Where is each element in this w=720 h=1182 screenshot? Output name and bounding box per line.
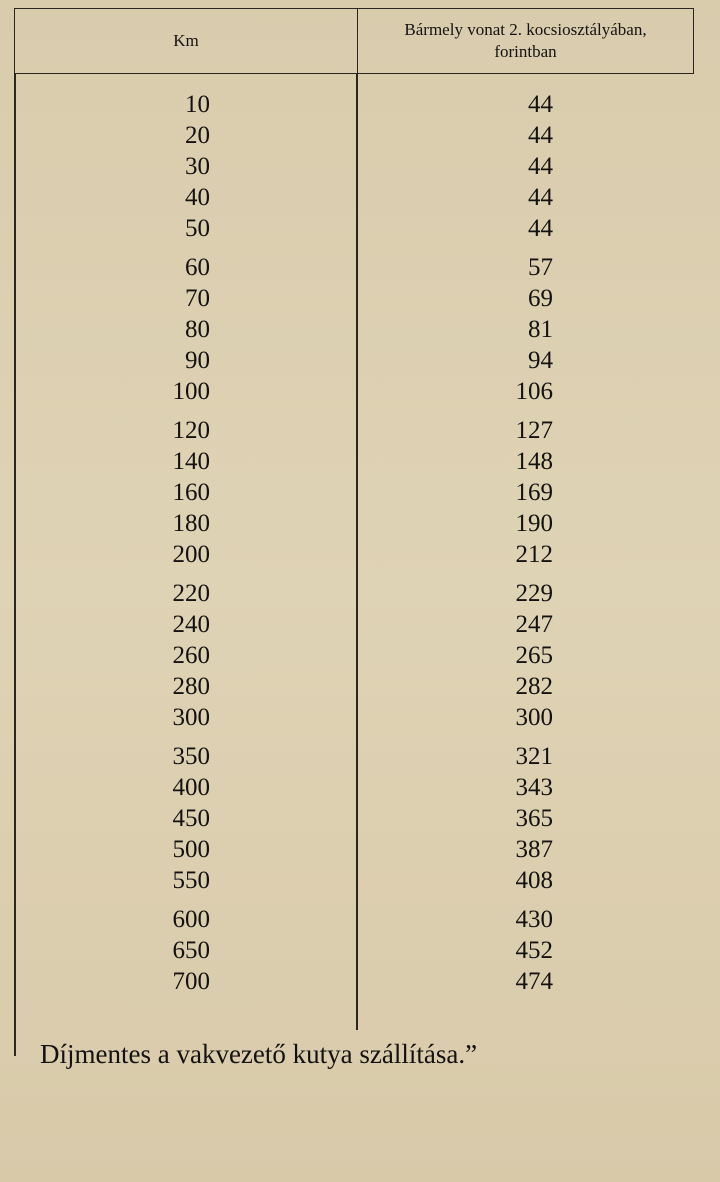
price-cell: 69 [528,285,553,312]
table-row [0,609,720,641]
km-column-header: Km [15,9,358,73]
km-cell: 500 [172,836,210,863]
km-cell: 20 [185,122,210,149]
km-cell: 600 [172,906,210,933]
price-cell: 247 [515,611,553,638]
table-row [0,578,720,610]
table-row [0,120,720,152]
km-cell: 350 [172,743,210,770]
price-cell: 44 [528,122,553,149]
table-row [0,772,720,804]
km-cell: 300 [172,704,210,731]
table-row [0,415,720,447]
km-cell: 80 [185,316,210,343]
km-cell: 400 [172,774,210,801]
km-cell: 120 [172,417,210,444]
table-row [0,904,720,936]
price-cell: 57 [528,254,553,281]
table-row [0,935,720,967]
table-row [0,252,720,284]
table-row [0,640,720,672]
km-cell: 280 [172,673,210,700]
km-cell: 10 [185,91,210,118]
price-cell: 343 [515,774,553,801]
price-header-line-2: forintban [494,42,557,61]
km-cell: 700 [172,968,210,995]
table-row [0,213,720,245]
table-row [0,834,720,866]
price-cell: 365 [515,805,553,832]
table-row [0,539,720,571]
price-cell: 44 [528,91,553,118]
km-cell: 240 [172,611,210,638]
table-row [0,966,720,998]
price-cell: 265 [515,642,553,669]
price-cell: 127 [515,417,553,444]
price-cell: 106 [515,378,553,405]
price-cell: 94 [528,347,553,374]
km-cell: 140 [172,448,210,475]
price-cell: 44 [528,184,553,211]
table-row [0,151,720,183]
price-cell: 212 [515,541,553,568]
table-row [0,803,720,835]
table-row [0,865,720,897]
footer-note: Díjmentes a vakvezető kutya szállítása.” [40,1039,478,1069]
price-cell: 430 [515,906,553,933]
table-row [0,182,720,214]
km-cell: 60 [185,254,210,281]
price-cell: 282 [515,673,553,700]
km-cell: 70 [185,285,210,312]
km-cell: 260 [172,642,210,669]
price-cell: 44 [528,215,553,242]
table-row [0,671,720,703]
km-cell: 180 [172,510,210,537]
km-cell: 50 [185,215,210,242]
price-cell: 190 [515,510,553,537]
km-cell: 40 [185,184,210,211]
table-row [0,702,720,734]
km-cell: 100 [172,378,210,405]
price-cell: 387 [515,836,553,863]
price-cell: 81 [528,316,553,343]
price-header-line-1: Bármely vonat 2. kocsiosztályában, [404,20,647,39]
km-cell: 160 [172,479,210,506]
table-row [0,477,720,509]
km-cell: 220 [172,580,210,607]
price-cell: 408 [515,867,553,894]
km-cell: 450 [172,805,210,832]
table-row [0,345,720,377]
table-row [0,446,720,478]
km-cell: 650 [172,937,210,964]
table-row [0,314,720,346]
km-cell: 30 [185,153,210,180]
price-cell: 148 [515,448,553,475]
km-cell: 550 [172,867,210,894]
table-row [0,283,720,315]
price-cell: 44 [528,153,553,180]
table-row [0,376,720,408]
table-row [0,741,720,773]
price-cell: 169 [515,479,553,506]
price-cell: 300 [515,704,553,731]
km-cell: 200 [172,541,210,568]
price-cell: 474 [515,968,553,995]
price-cell: 229 [515,580,553,607]
price-cell: 452 [515,937,553,964]
price-cell: 321 [515,743,553,770]
table-row [0,89,720,121]
table-row [0,508,720,540]
km-cell: 90 [185,347,210,374]
